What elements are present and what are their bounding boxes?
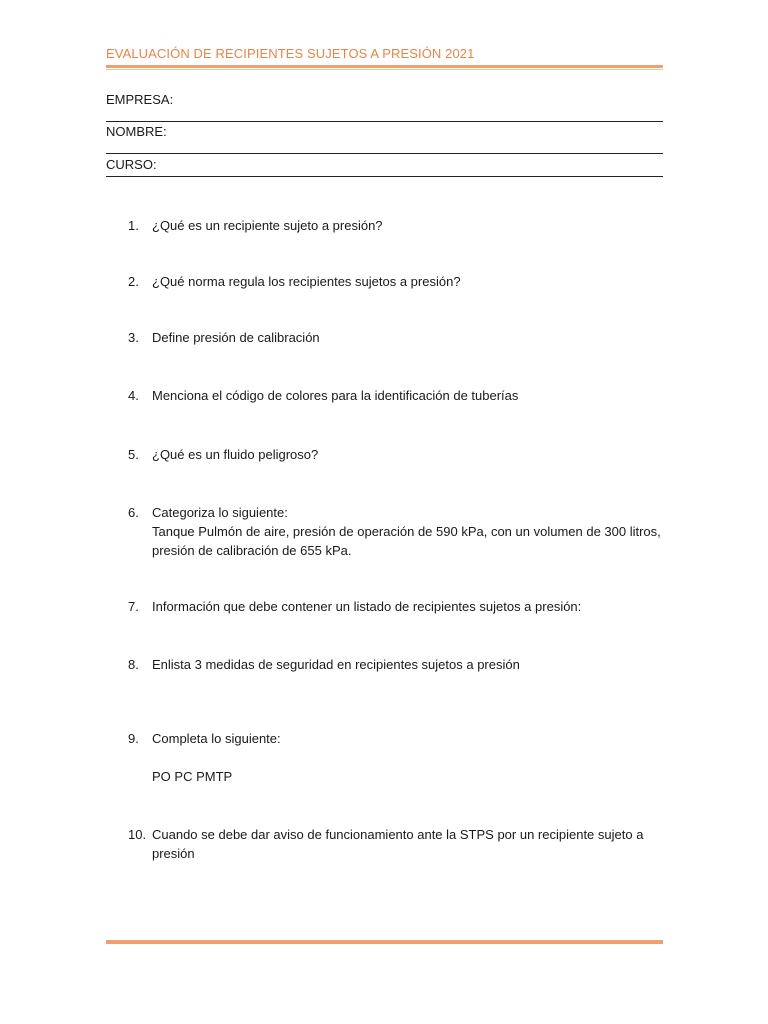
question-number: 2.: [128, 274, 139, 289]
empresa-label: EMPRESA:: [106, 92, 174, 107]
question-number: 10.: [128, 827, 147, 842]
question-text: Completa lo siguiente:: [152, 731, 281, 746]
question-number: 4.: [128, 388, 139, 403]
question-number: 3.: [128, 330, 139, 345]
question-text: Información que debe contener un listado de recipientes sujetos a presión:: [152, 599, 582, 614]
question-text: Cuando se debe dar aviso de funcionamiento ante la STPS por un recipiente sujeto a: [152, 827, 644, 842]
question-number: 1.: [128, 218, 139, 233]
question-text-detail: presión de calibración de 655 kPa.: [152, 543, 352, 558]
question-number: 7.: [128, 599, 139, 614]
curso-underline: [106, 176, 663, 177]
empresa-underline: [106, 121, 663, 122]
question-text-detail: presión: [152, 846, 195, 861]
nombre-label: NOMBRE:: [106, 124, 167, 139]
question-text: Define presión de calibración: [152, 330, 320, 345]
question-text: ¿Qué norma regula los recipientes sujetos a presión?: [152, 274, 461, 289]
question-number: 6.: [128, 505, 139, 520]
question-text: Categoriza lo siguiente:: [152, 505, 288, 520]
question-spacer: [152, 748, 662, 767]
question-text-detail: PO PC PMTP: [152, 769, 233, 784]
question-text-detail: Tanque Pulmón de aire, presión de operación de 590 kPa, con un volumen de 300 litros,: [152, 524, 661, 539]
question-text: ¿Qué es un fluido peligroso?: [152, 447, 319, 462]
question-number: 5.: [128, 447, 139, 462]
curso-label: CURSO:: [106, 157, 157, 172]
question-number: 9.: [128, 731, 139, 746]
header-divider: [106, 65, 663, 68]
question-text: Enlista 3 medidas de seguridad en recipientes sujetos a presión: [152, 657, 520, 672]
empresa-field[interactable]: [106, 92, 663, 107]
question-number: 8.: [128, 657, 139, 672]
nombre-field[interactable]: [106, 124, 663, 139]
curso-field[interactable]: [106, 157, 663, 172]
question-text: ¿Qué es un recipiente sujeto a presión?: [152, 218, 383, 233]
footer-divider: [106, 940, 663, 944]
question-text: Menciona el código de colores para la identificación de tuberías: [152, 388, 519, 403]
header-divider-thin: [106, 69, 663, 70]
document-title: EVALUACIÓN DE RECIPIENTES SUJETOS A PRESIÓN 2021: [106, 46, 475, 61]
nombre-underline: [106, 153, 663, 154]
